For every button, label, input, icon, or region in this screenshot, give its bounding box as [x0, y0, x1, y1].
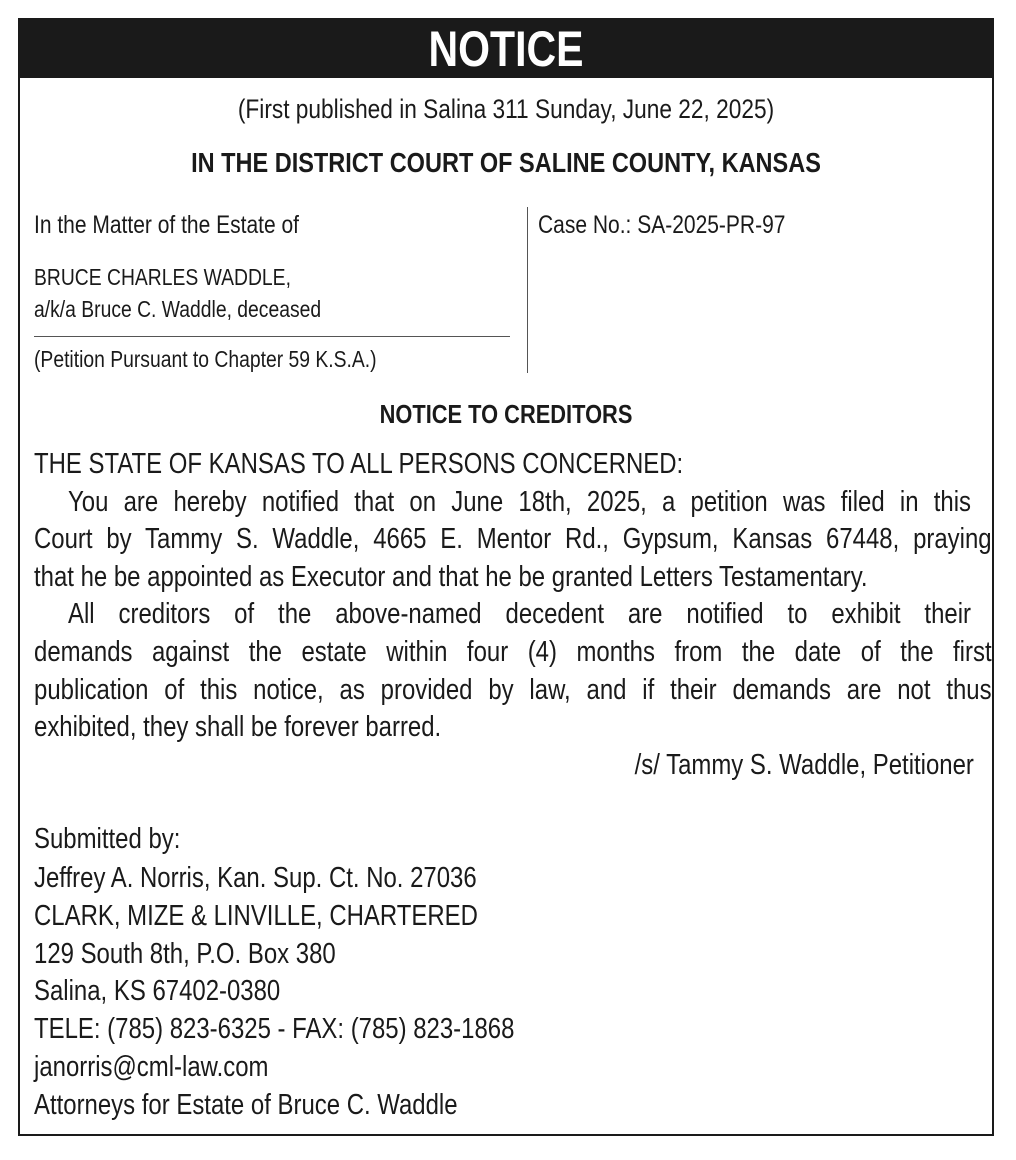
paragraph-1-line: Court by Tammy S. Waddle, 4665 E. Mentor Rd., Gypsum, Kansas 67448, praying	[34, 523, 992, 555]
court-heading: IN THE DISTRICT COURT OF SALINE COUNTY, KANSAS	[191, 147, 821, 178]
decedent-name: BRUCE CHARLES WADDLE,	[34, 264, 291, 290]
publication-line: (First published in Salina 311 Sunday, June 22, 2025)	[237, 94, 775, 124]
petition-statute: (Petition Pursuant to Chapter 59 K.S.A.)	[34, 346, 377, 372]
law-firm: CLARK, MIZE & LINVILLE, CHARTERED	[34, 900, 478, 932]
notice-to-creditors-heading: NOTICE TO CREDITORS	[379, 399, 633, 429]
paragraph-2-line: publication of this notice, as provided by law, and if their demands are not thus	[34, 674, 992, 706]
paragraph-2-line: All creditors of the above-named decedent are notified to exhibit their	[68, 598, 971, 630]
notice-banner	[18, 18, 994, 78]
attorney-name: Jeffrey A. Norris, Kan. Sup. Ct. No. 27036	[34, 862, 477, 894]
estate-matter-label: In the Matter of the Estate of	[34, 211, 299, 239]
paragraph-2-line: demands against the estate within four (4) months from the date of the first	[34, 636, 992, 668]
paragraph-1-line: You are hereby notified that on June 18th, 2025, a petition was filed in this	[68, 486, 971, 518]
attorney-email: janorris@cml-law.com	[34, 1051, 269, 1083]
address-line: THE STATE OF KANSAS TO ALL PERSONS CONCERNED:	[34, 448, 684, 480]
submitted-by-label: Submitted by:	[34, 823, 181, 855]
case-number: Case No.: SA-2025-PR-97	[538, 211, 786, 239]
petitioner-signature: /s/ Tammy S. Waddle, Petitioner	[634, 749, 974, 781]
decedent-alias: a/k/a Bruce C. Waddle, deceased	[34, 296, 322, 322]
paragraph-2-line: exhibited, they shall be forever barred.	[34, 711, 442, 743]
firm-street-address: 129 South 8th, P.O. Box 380	[34, 938, 336, 970]
caption-divider	[34, 336, 510, 337]
paragraph-1-line: that he be appointed as Executor and that he be granted Letters Testamentary.	[34, 561, 868, 593]
attorneys-for: Attorneys for Estate of Bruce C. Waddle	[34, 1089, 458, 1121]
phone-fax: TELE: (785) 823-6325 - FAX: (785) 823-1868	[34, 1013, 515, 1045]
notice-title: NOTICE	[428, 21, 584, 77]
firm-city-state-zip: Salina, KS 67402-0380	[34, 975, 281, 1007]
caption-vertical-divider	[527, 207, 528, 373]
